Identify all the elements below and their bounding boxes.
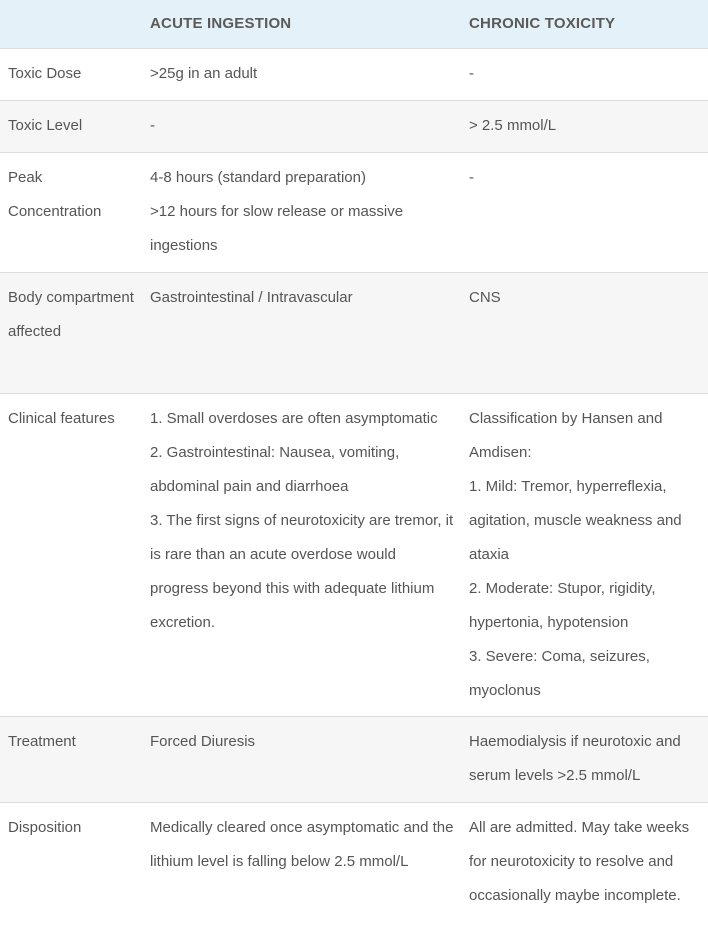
acute-cell: Medically cleared once asymptomatic and the lithium level is falling below 2.5 mmol/L [150,818,454,870]
header-empty [0,0,142,48]
row-label: Toxic Dose [8,64,82,82]
header-acute-ingestion: ACUTE INGESTION [150,15,292,33]
chronic-cell: CNS [469,288,501,306]
chronic-line: 3. Severe: Coma, seizures, myoclonus [469,647,650,699]
row-label: Peak Concentration [8,168,102,220]
row-label: Toxic Level [8,116,83,134]
table-row [0,272,708,393]
acute-cell [142,393,461,716]
acute-cell: - [150,116,155,134]
acute-line: 2. Gastrointestinal: Nausea, vomiting, abdominal pain and diarrhoea [150,443,400,495]
acute-cell: Gastrointestinal / Intravascular [150,288,353,306]
chronic-cell: > 2.5 mmol/L [469,116,557,134]
acute-cell [142,152,461,272]
chronic-cell: All are admitted. May take weeks for neurotoxicity to resolve and occasionally maybe incomplete. [469,818,690,904]
table-row [0,393,708,716]
chronic-cell: Haemodialysis if neurotoxic and serum levels >2.5 mmol/L [469,732,681,784]
row-label: Body compartment affected [8,288,134,340]
chronic-cell [461,393,708,716]
acute-line: 3. The first signs of neurotoxicity are tremor, it is rare than an acute overdose would progress beyond this with adequate lithium excretion. [150,511,454,631]
row-label: Disposition [8,818,82,836]
chronic-cell: - [469,64,474,82]
table-row [0,802,708,949]
row-label: Clinical features [8,409,115,427]
header-chronic-toxicity: CHRONIC TOXICITY [469,15,616,33]
chronic-line: 2. Moderate: Stupor, rigidity, hypertonia, hypotension [469,579,656,631]
acute-cell: Forced Diuresis [150,732,256,750]
table-row [0,716,708,802]
table-header-row [0,0,708,48]
chronic-cell: - [469,168,474,186]
chronic-line: Classification by Hansen and Amdisen: [469,409,663,461]
acute-line: 1. Small overdoses are often asymptomatic [150,409,438,427]
acute-cell: >25g in an adult [150,64,258,82]
chronic-line: 1. Mild: Tremor, hyperreflexia, agitation, muscle weakness and ataxia [469,477,682,563]
table-row [0,152,708,272]
table-row [0,48,708,100]
acute-line: >12 hours for slow release or massive ingestions [150,202,404,254]
acute-line: 4-8 hours (standard preparation) [150,168,366,186]
row-label: Treatment [8,732,76,750]
table-row [0,100,708,152]
